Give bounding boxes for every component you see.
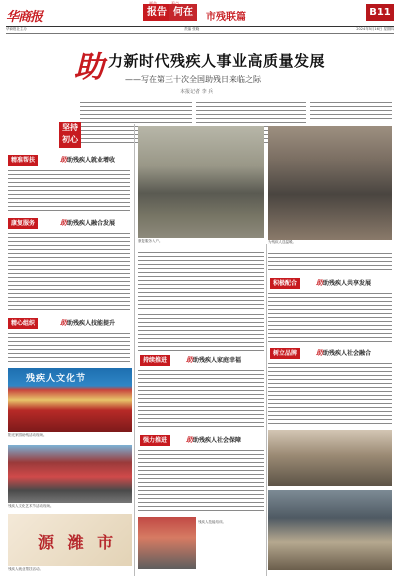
label-jingzhun: 精准帮扶	[8, 155, 38, 166]
column-divider	[266, 244, 267, 576]
section-title: 市残联篇	[206, 12, 246, 23]
col1-text-b	[8, 231, 130, 313]
meta-left: 华商报社主办	[6, 27, 27, 31]
label-shuli: 树立品牌	[270, 348, 300, 359]
label-jiji: 积极配合	[270, 278, 300, 289]
caption-1: 阳光家园助残活动现场。	[8, 433, 47, 437]
col2-text-d	[138, 448, 264, 514]
label-qiangli: 强力推进	[140, 435, 170, 446]
photo-stage-event	[8, 368, 132, 432]
headline-block	[70, 42, 370, 97]
subtitle-1: 助助残疾人就业增收	[60, 156, 116, 164]
vertical-tag: 坚持初心	[59, 122, 81, 148]
caption-4: 康复服务入户。	[138, 239, 163, 243]
subtitle-3: 助助残疾人技能提升	[60, 319, 116, 327]
col3-text-a	[268, 251, 392, 273]
caption-5: 残疾人技能培训。	[198, 520, 226, 524]
byline: 本报记者 李 兵	[180, 89, 214, 95]
col3-text-b	[268, 291, 392, 343]
col2-text-c	[138, 368, 264, 430]
col2-text-a	[138, 250, 264, 310]
label-jingxin: 精心组织	[8, 318, 38, 329]
photo-visit-room	[268, 126, 392, 240]
col1-text-a	[8, 168, 130, 214]
photo-community	[268, 430, 392, 486]
page-number: B11	[366, 4, 394, 21]
photo-group	[8, 445, 132, 503]
subtitle-5: 助助残疾人社会保障	[186, 436, 242, 444]
photo-outdoor-visit	[138, 126, 264, 238]
section-box-where: 何在	[169, 4, 197, 21]
masthead-bar	[0, 0, 400, 25]
label-chixu: 持续推进	[140, 355, 170, 366]
label-kangfu: 康复服务	[8, 218, 38, 229]
meta-mid: 责编 张晓	[184, 27, 200, 31]
wall-sign-text: 源 潍 市	[38, 533, 118, 552]
subtitle-4: 助助残疾人家庭幸福	[186, 356, 242, 364]
caption-6: 为残疾人送温暖。	[268, 240, 296, 244]
intro-text-3	[310, 100, 392, 120]
photo-market	[268, 490, 392, 570]
caption-2: 残疾人文化艺术节活动现场。	[8, 504, 54, 508]
meta-line	[6, 27, 394, 32]
subtitle-2: 助助残疾人融合发展	[60, 219, 116, 227]
stage-banner: 残疾人文化节	[26, 374, 87, 384]
caption-3: 残疾人就业帮扶活动。	[8, 567, 43, 571]
subheadline: ——写在第三十次全国助残日来临之际	[125, 75, 261, 84]
meta-right: 2024年5月16日 星期四	[356, 27, 394, 31]
header-rule-2	[6, 33, 394, 34]
section-box-report: 报告	[143, 4, 171, 21]
col3-text-c	[268, 361, 392, 427]
column-divider	[134, 124, 135, 576]
subtitle-7: 助助残疾人社会融合	[316, 349, 372, 357]
headline-zhu-glyph: 助	[74, 50, 104, 85]
subtitle-6: 助助残疾人共享发展	[316, 279, 372, 287]
col1-text-c	[8, 331, 130, 365]
photo-wall-sign	[8, 514, 132, 566]
col2-text-b	[138, 312, 264, 352]
photo-ceremony	[138, 517, 196, 569]
headline: 力新时代残疾人事业高质量发展	[108, 52, 326, 70]
newspaper-logo: 华商报	[6, 10, 43, 25]
